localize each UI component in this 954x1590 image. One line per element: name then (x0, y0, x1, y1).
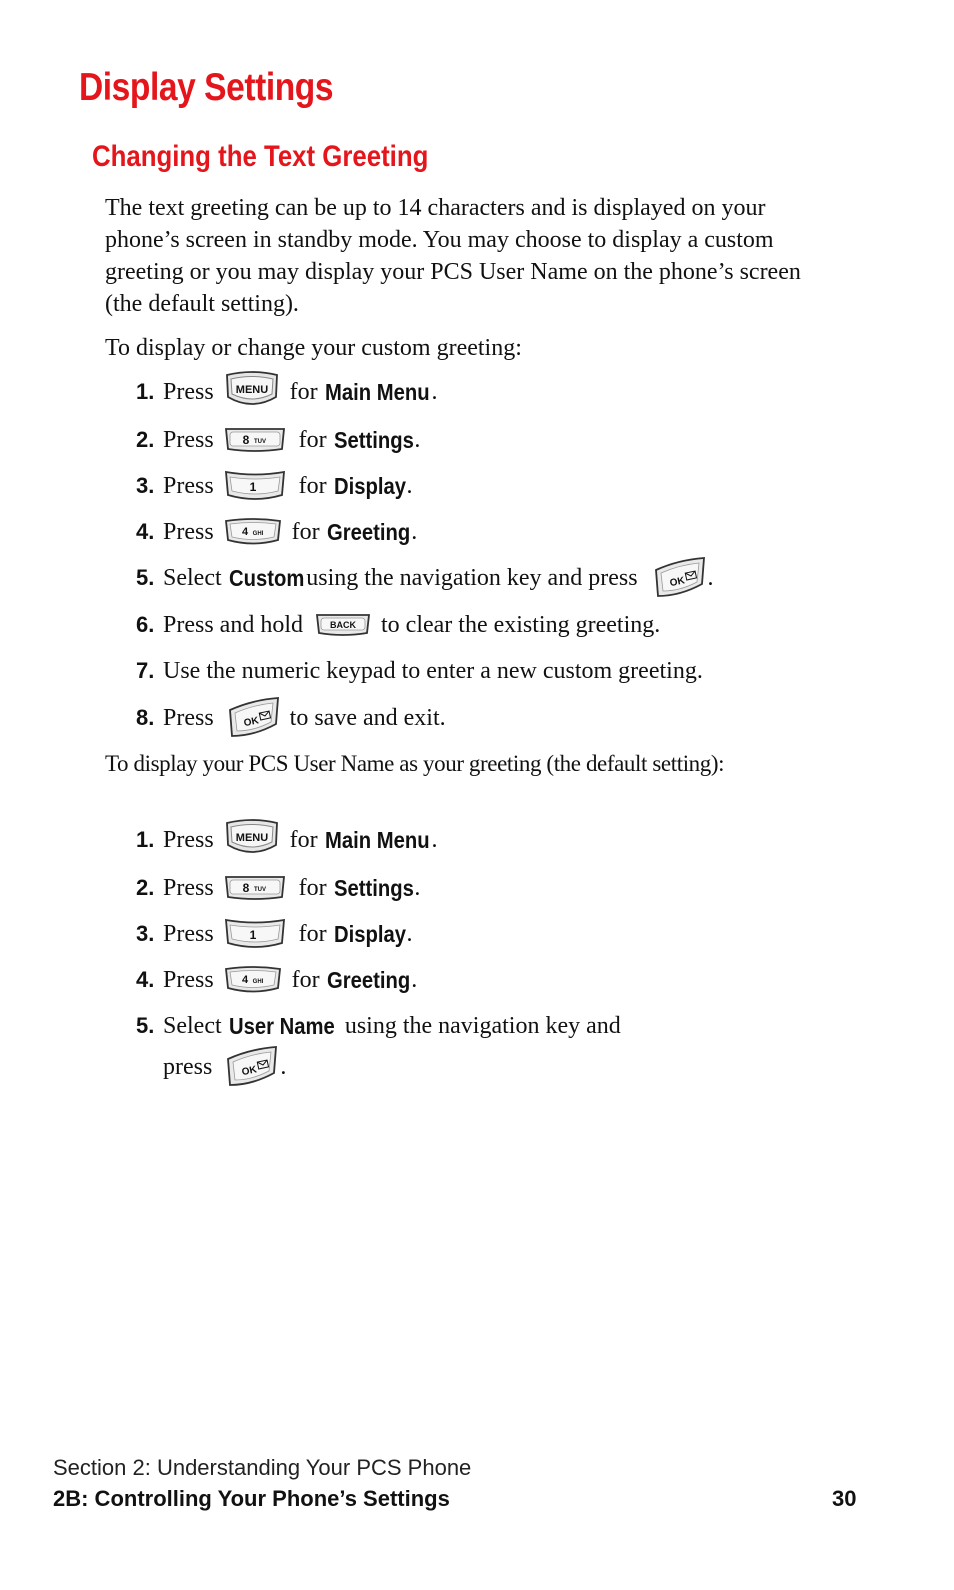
intro-paragraph: The text greeting can be up to 14 characters and is displayed on your phone’s screen in standby mode. You may choose to display a custom greeting or you may display your PCS User Name on the phone’s screen (the default setting). (105, 195, 801, 317)
step-number: 3. (136, 921, 155, 946)
step-target: Custom (228, 564, 304, 591)
one-key-icon (224, 469, 286, 503)
step-target: Main Menu (324, 378, 430, 405)
step-text: Press (163, 378, 214, 405)
username-greeting-intro: To display your PCS User Name as your greeting (the default setting): (105, 751, 725, 776)
step-number: 8. (136, 705, 155, 730)
custom-step-4 (136, 512, 836, 552)
step-text: Use the numeric keypad to enter a new custom greeting. (163, 657, 703, 684)
step-text: for (298, 920, 327, 947)
custom-greeting-intro: To display or change your custom greeting: (105, 335, 522, 361)
footer-section: Section 2: Understanding Your PCS Phone (53, 1455, 472, 1480)
four-key-label: 4 (241, 526, 248, 538)
eight-key-icon (224, 426, 286, 454)
ok-key-icon (226, 696, 282, 740)
four-key-icon (224, 516, 282, 548)
step-text: Press (163, 704, 214, 731)
step-text: Press (163, 920, 214, 947)
four-key-sub: GHI (252, 531, 264, 537)
eight-key-sub: TUV (253, 887, 266, 893)
custom-step-3 (136, 466, 836, 506)
step-punct: . (414, 426, 421, 453)
four-key-label: 4 (241, 974, 248, 986)
step-punct: . (411, 518, 418, 545)
step-number: 7. (136, 658, 155, 683)
step-number: 2. (136, 875, 155, 900)
step-text: Press (163, 518, 214, 545)
step-text: for (298, 472, 327, 499)
one-key-label: 1 (249, 928, 257, 942)
custom-step-8 (136, 698, 836, 738)
step-text: to clear the existing greeting. (381, 611, 661, 638)
section-subtitle: Changing the Text Greeting (92, 140, 429, 173)
username-step-2 (136, 868, 836, 908)
page-number: 30 (832, 1486, 857, 1511)
menu-key-icon (224, 819, 280, 861)
menu-key-label: MENU (235, 832, 268, 844)
step-number: 5. (136, 1013, 155, 1038)
eight-key-label: 8 (242, 433, 250, 447)
step-target: Settings (333, 426, 414, 453)
step-number: 1. (136, 379, 155, 404)
four-key-icon (224, 964, 282, 996)
username-step-4 (136, 960, 836, 1000)
step-target: Settings (333, 874, 414, 901)
step-number: 6. (136, 612, 155, 637)
step-target: Greeting (326, 966, 410, 993)
step-text: Select (163, 1012, 222, 1039)
step-number: 4. (136, 519, 155, 544)
step-text: Press (163, 472, 214, 499)
step-text: Press (163, 966, 214, 993)
ok-key-icon (224, 1045, 280, 1089)
step-text: for (291, 966, 320, 993)
menu-key-label: MENU (235, 384, 268, 396)
step-text: Select (163, 564, 222, 591)
ok-key-label: OK (241, 1064, 259, 1079)
step-punct: . (431, 378, 438, 405)
menu-key-icon (224, 371, 280, 413)
step-target: Display (333, 920, 406, 947)
footer-chapter: 2B: Controlling Your Phone’s Settings (53, 1486, 450, 1511)
one-key-label: 1 (249, 480, 257, 494)
back-key-label: BACK (330, 620, 356, 630)
step-target: User Name (228, 1012, 335, 1039)
step-number: 4. (136, 967, 155, 992)
page-title: Display Settings (79, 66, 334, 109)
four-key-sub: GHI (252, 979, 264, 985)
step-punct: . (707, 564, 714, 591)
step-text: for (289, 826, 318, 853)
step-target: Display (333, 472, 406, 499)
step-text: press (163, 1053, 213, 1080)
step-text: for (298, 874, 327, 901)
step-target: Main Menu (324, 826, 430, 853)
back-key-icon (315, 612, 371, 638)
step-text: Press and hold (163, 611, 303, 638)
step-punct: . (406, 472, 413, 499)
custom-step-5 (136, 558, 836, 598)
one-key-icon (224, 917, 286, 951)
eight-key-icon (224, 874, 286, 902)
username-step-5 (136, 1006, 836, 1092)
ok-key-icon (652, 556, 708, 600)
step-punct: . (406, 920, 413, 947)
step-text: for (298, 426, 327, 453)
step-text: for (291, 518, 320, 545)
step-text: Press (163, 826, 214, 853)
username-step-3 (136, 914, 836, 954)
step-number: 1. (136, 827, 155, 852)
ok-key-label: OK (242, 715, 260, 730)
step-text: for (289, 378, 318, 405)
username-step-1 (136, 820, 836, 860)
step-number: 3. (136, 473, 155, 498)
step-text: Press (163, 874, 214, 901)
step-text: to save and exit. (289, 704, 446, 731)
custom-step-7 (136, 651, 836, 691)
custom-step-6 (136, 605, 836, 645)
step-number: 5. (136, 565, 155, 590)
eight-key-label: 8 (242, 881, 250, 895)
step-text: using the navigation key and (344, 1012, 621, 1039)
ok-key-label: OK (668, 575, 686, 590)
eight-key-sub: TUV (253, 439, 266, 445)
custom-step-1 (136, 372, 836, 412)
step-punct: . (280, 1053, 287, 1080)
step-target: Greeting (326, 518, 410, 545)
step-text: using the navigation key and press (306, 564, 638, 591)
step-number: 2. (136, 427, 155, 452)
step-text: Press (163, 426, 214, 453)
step-punct: . (431, 826, 438, 853)
step-punct: . (411, 966, 418, 993)
custom-step-2 (136, 420, 836, 460)
step-punct: . (414, 874, 421, 901)
